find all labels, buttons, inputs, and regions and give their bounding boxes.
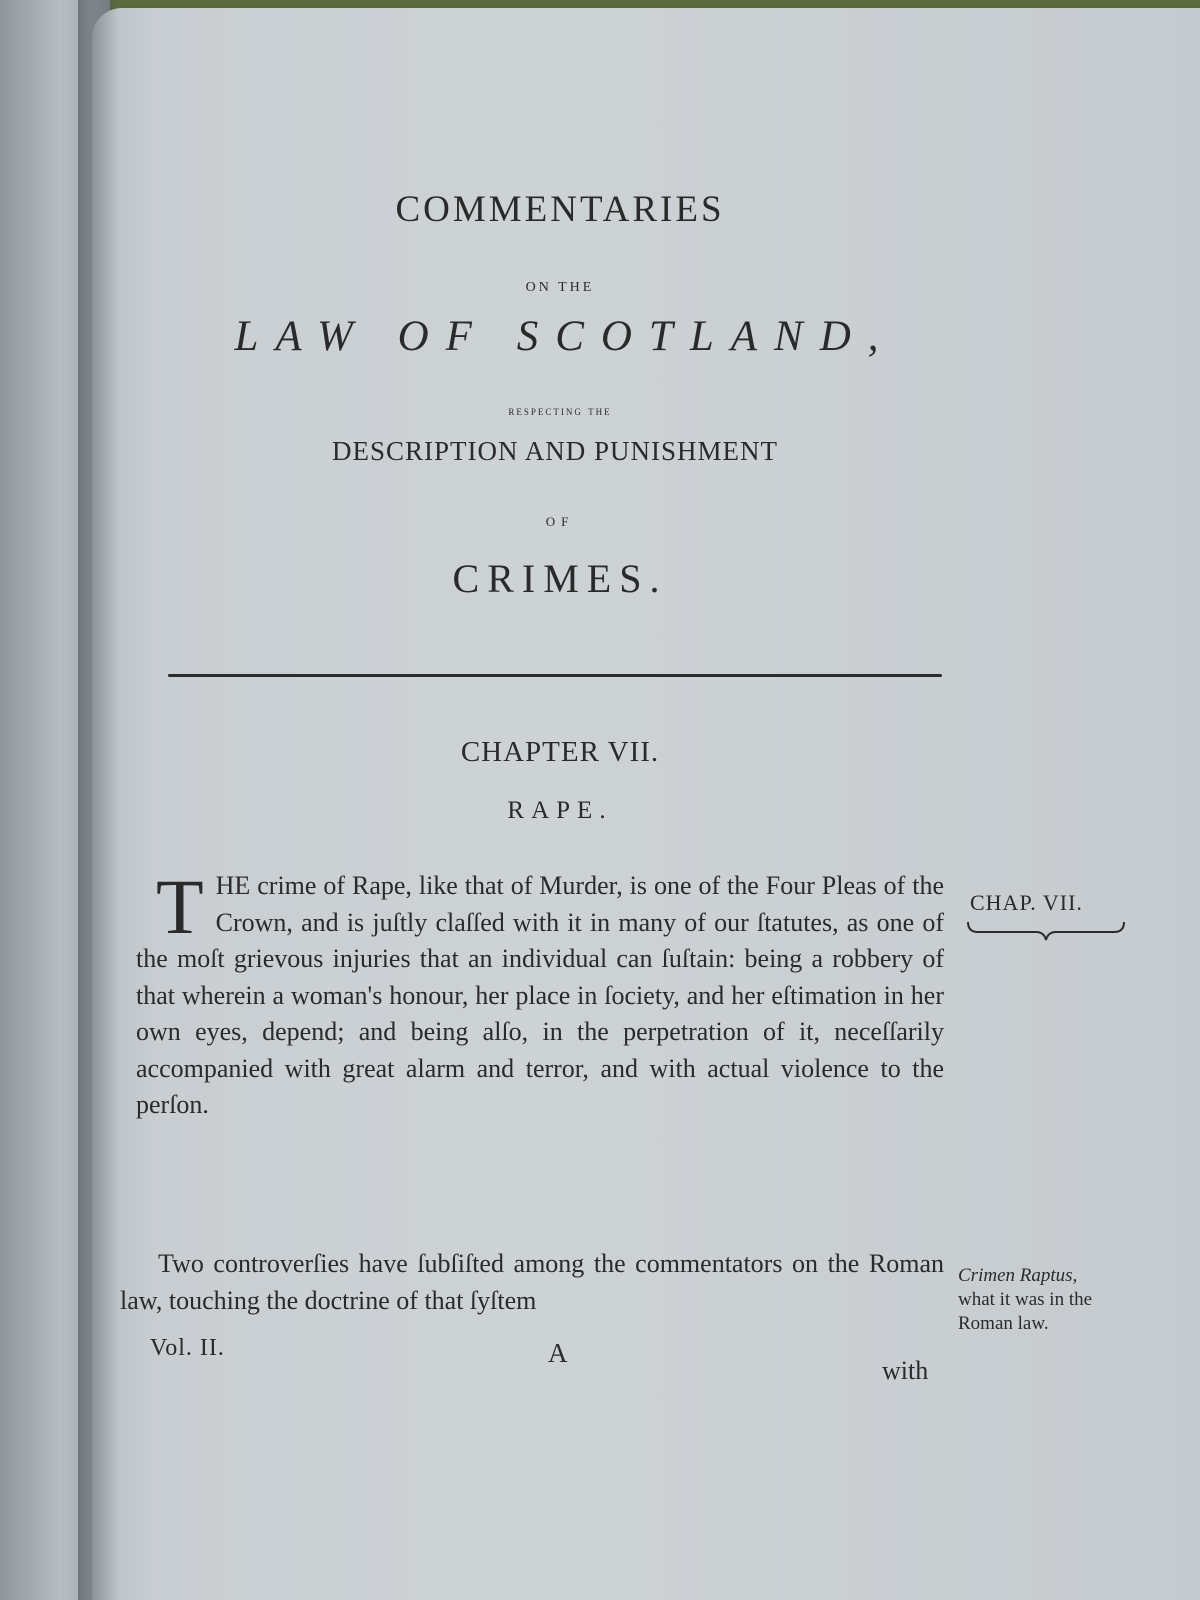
- margin-note: [958, 1264, 1148, 1336]
- book-title: COMMENTARIES: [395, 189, 725, 230]
- book-crimes-heading: CRIMES.: [452, 556, 668, 601]
- title-connector-on-the: ON THE: [525, 280, 595, 295]
- paragraph-1: [136, 863, 944, 1124]
- book-description: DESCRIPTION AND PUNISHMENT: [331, 436, 779, 466]
- margin-chapter-label: CHAP. VII.: [970, 890, 1083, 915]
- title-connector-respecting: respecting the: [508, 403, 612, 418]
- chapter-number: CHAPTER VII.: [460, 736, 660, 768]
- volume-number: Vol. II.: [150, 1335, 225, 1361]
- book-gutter-shadow: [78, 0, 118, 1600]
- signature-mark: A: [548, 1338, 568, 1368]
- margin-brace-icon: [966, 918, 1126, 942]
- chapter-title: RAPE.: [507, 797, 613, 824]
- margin-note-text: what it was in the Roman law.: [958, 1289, 1093, 1334]
- title-rule: [168, 674, 942, 677]
- drop-cap: T: [156, 863, 204, 950]
- paragraph-1-text: HE crime of Rape, like that of Murder, is one of the Four Pleas of the Crown, and is juſtly claſſed with it in many of our ſtatutes, as one of the moſt grievous injuries that an individual can ſuſtain: being a robbery of that wherein a woman's honour, her place in ſociety, and her eſtimation in her own eyes, depend; and being alſo, in the perpetration of it, neceſſarily accompanied with great alarm and terror, and with actual violence to the perſon.: [136, 871, 944, 1119]
- book-subject: LAW OF SCOTLAND,: [234, 313, 896, 360]
- title-connector-of: OF: [545, 514, 575, 529]
- catchword: with: [882, 1356, 929, 1385]
- margin-note-italic: Crimen Raptus,: [958, 1265, 1078, 1286]
- paragraph-2: Two controverſies have ſubſiſted among the commentators on the Roman law, touching the doctrine of that ſyſtem: [120, 1249, 944, 1315]
